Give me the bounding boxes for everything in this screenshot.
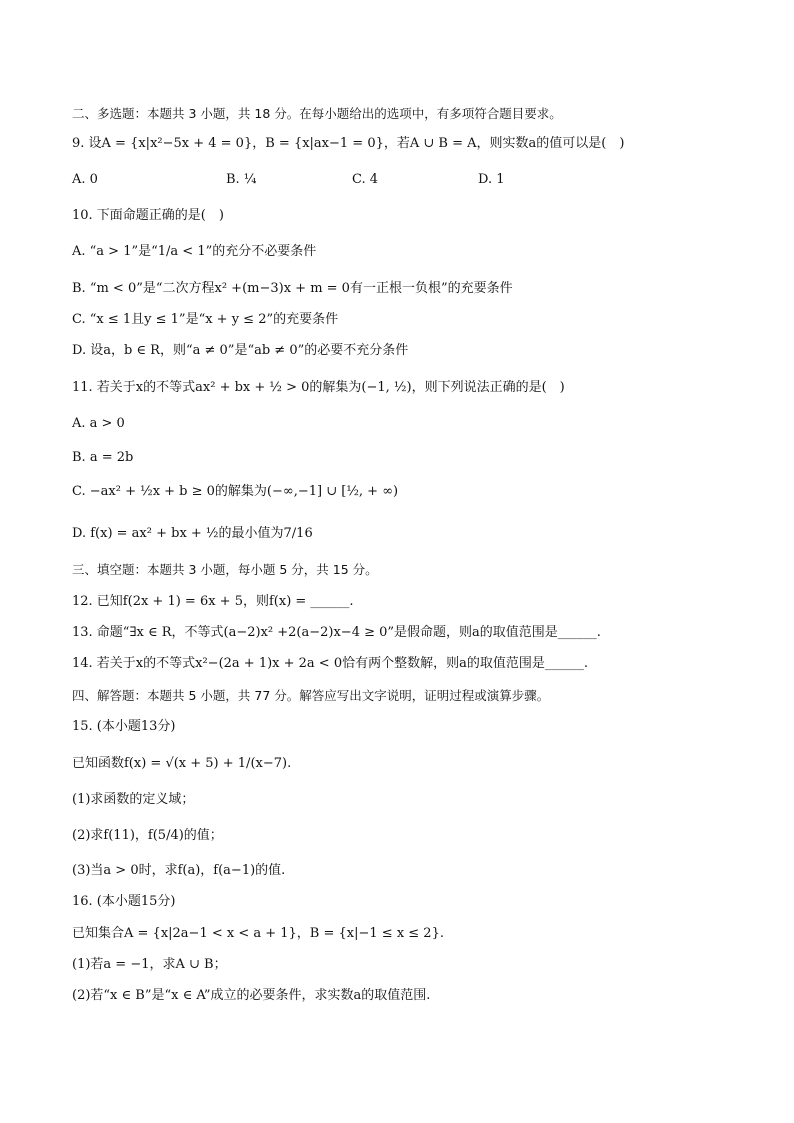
question-10-option-a: A. “a > 1”是“1/a < 1”的充分不必要条件 [72, 244, 317, 259]
question-9-option-b: B. ¼ [226, 172, 257, 187]
question-11-option-c: C. −ax² + ½x + b ≥ 0的解集为(−∞,−1] ∪ [½, + ∞) [72, 484, 399, 499]
question-13: 13. 命题“∃x ∈ R，不等式(a−2)x² +2(a−2)x−4 ≥ 0”是假命题，则a的取值范围是______. [72, 625, 601, 640]
question-10-option-d: D. 设a，b ∈ R，则“a ≠ 0”是“ab ≠ 0”的必要不充分条件 [72, 343, 409, 358]
question-11-option-d: D. f(x) = ax² + bx + ½的最小值为7/16 [72, 526, 313, 541]
question-11-option-a: A. a > 0 [72, 416, 125, 431]
question-15-part-3: (3)当a > 0时，求f(a)，f(a−1)的值. [72, 863, 286, 878]
question-12: 12. 已知f(2x + 1) = 6x + 5，则f(x) = ______. [72, 594, 354, 609]
section-fill-blank-heading: 三、填空题：本题共 3 小题，每小题 5 分，共 15 分。 [72, 562, 378, 577]
question-10-option-c: C. “x ≤ 1且y ≤ 1”是“x + y ≤ 2”的充要条件 [72, 312, 339, 327]
question-10-stem: 10. 下面命题正确的是( ) [72, 208, 224, 223]
question-9-option-c: C. 4 [352, 172, 379, 187]
question-15-part-1: (1)求函数的定义域； [72, 792, 195, 807]
question-10-option-b: B. “m < 0”是“二次方程x² +(m−3)x + m = 0有一正根一负根”的充要条件 [72, 281, 513, 296]
question-16-title: 16. (本小题15分) [72, 894, 176, 909]
question-9-option-d: D. 1 [478, 172, 505, 187]
question-9-stem: 9. 设A = {x|x²−5x + 4 = 0}，B = {x|ax−1 = 0}，若A ∪ B = A，则实数a的值可以是( ) [72, 136, 625, 151]
question-15-part-2: (2)求f(11)，f(5/4)的值； [72, 828, 223, 843]
question-16-stem: 已知集合A = {x|2a−1 < x < a + 1}，B = {x|−1 ≤ x ≤ 2}. [72, 926, 444, 941]
section-multi-choice-heading: 二、多选题：本题共 3 小题，共 18 分。在每小题给出的选项中，有多项符合题目要求。 [72, 106, 562, 121]
question-16-part-1: (1)若a = −1，求A ∪ B； [72, 957, 227, 972]
question-16-part-2: (2)若“x ∈ B”是“x ∈ A”成立的必要条件，求实数a的取值范围. [72, 988, 431, 1003]
question-14: 14. 若关于x的不等式x²−(2a + 1)x + 2a < 0恰有两个整数解，则a的取值范围是______. [72, 656, 588, 671]
question-15-stem: 已知函数f(x) = √(x + 5) + 1/(x−7). [72, 756, 292, 771]
question-9-option-a: A. 0 [72, 172, 98, 187]
question-11-option-b: B. a = 2b [72, 450, 134, 465]
question-15-title: 15. (本小题13分) [72, 719, 176, 734]
question-11-stem: 11. 若关于x的不等式ax² + bx + ½ > 0的解集为(−1, ½)，则下列说法正确的是( ) [72, 380, 565, 395]
section-solution-heading: 四、解答题：本题共 5 小题，共 77 分。解答应写出文字说明，证明过程或演算步骤。 [72, 688, 550, 703]
